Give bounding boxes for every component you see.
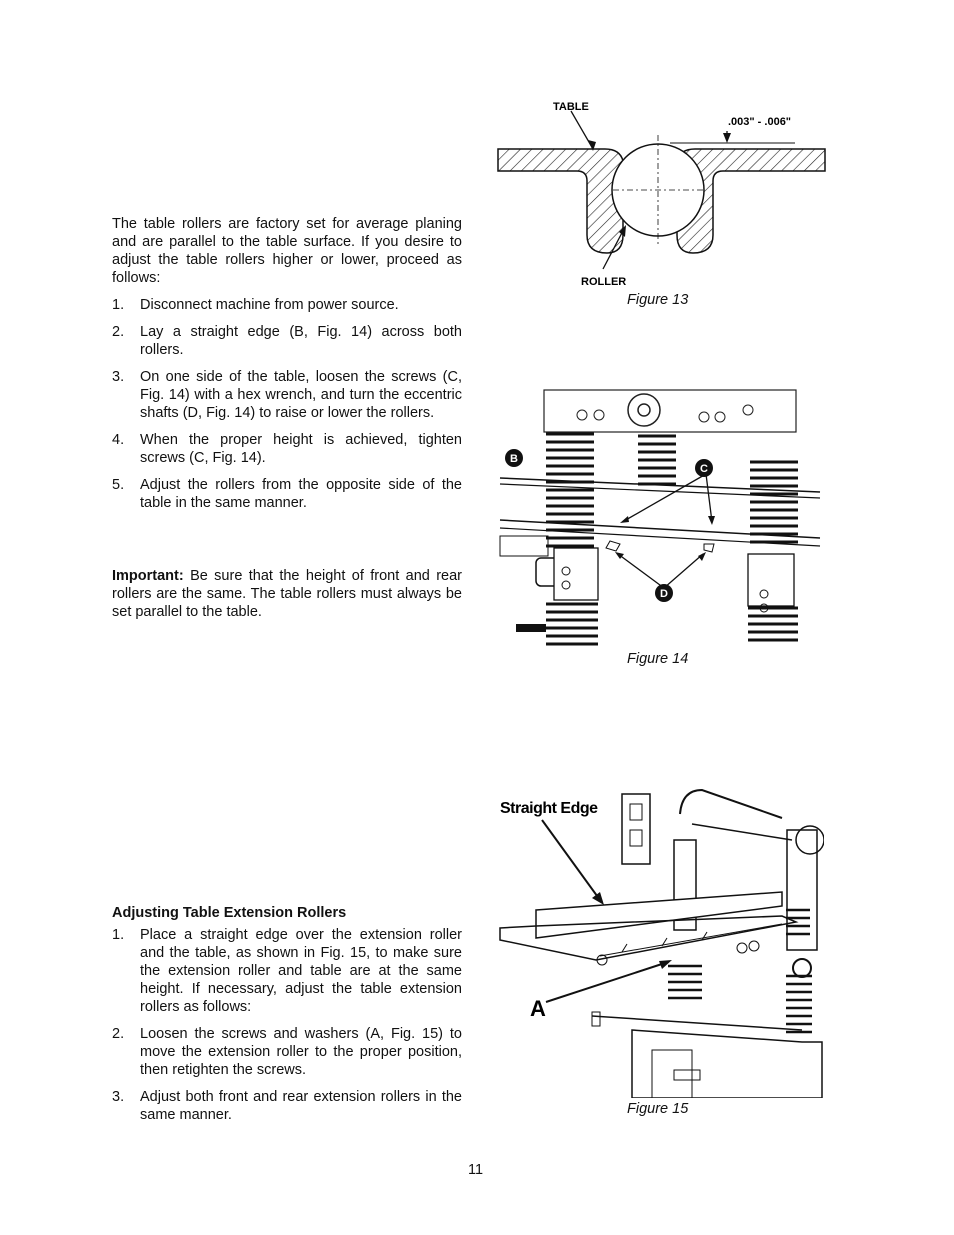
- step-number: 2.: [112, 1026, 125, 1042]
- list-item: [112, 368, 462, 422]
- step-text: Adjust the rollers from the opposite side of the table in the same manner.: [140, 477, 462, 511]
- step-text: When the proper height is achieved, tighten screws (C, Fig. 14).: [140, 432, 462, 466]
- list-item: [112, 296, 462, 314]
- important-note: [112, 567, 462, 621]
- figure-15-caption: Figure 15: [627, 1101, 689, 1117]
- figure-14-caption: Figure 14: [627, 651, 689, 667]
- important-text: Be sure that the height of front and rear rollers are the same. The table rollers must always be set parallel to the table.: [112, 568, 462, 620]
- callout-d: D: [660, 588, 668, 600]
- step-number: 2.: [112, 324, 125, 340]
- step-number: 5.: [112, 477, 125, 493]
- callout-c: C: [700, 463, 708, 475]
- figure-15-photo: [492, 780, 824, 1098]
- figure-13-diagram: [495, 95, 830, 295]
- step-number: 4.: [112, 432, 125, 448]
- step-text: On one side of the table, loosen the screws (C, Fig. 14) with a hex wrench, and turn the eccentric shafts (D, Fig. 14) to raise or lower the rollers.: [140, 369, 462, 421]
- step-text: Place a straight edge over the extension roller and the table, as shown in Fig. 15, to make sure the extension roller and table are at the same height. If necessary, adjust the table extension rollers as follows:: [140, 927, 462, 1015]
- page-number: 11: [468, 1162, 484, 1178]
- step-number: 1.: [112, 297, 125, 313]
- table-label: TABLE: [553, 101, 589, 113]
- list-item: [112, 476, 462, 512]
- straight-edge-label: Straight Edge: [500, 800, 598, 817]
- extension-steps-list: [112, 926, 462, 1133]
- step-number: 1.: [112, 927, 125, 943]
- list-item: [112, 323, 462, 359]
- intro-paragraph: The table rollers are factory set for average planing and are parallel to the table surface. If you desire to adjust the table rollers higher or lower, proceed as follows:: [112, 216, 462, 286]
- step-text: Disconnect machine from power source.: [140, 297, 399, 313]
- step-number: 3.: [112, 1089, 125, 1105]
- figure-13-caption: Figure 13: [627, 292, 689, 308]
- callout-b: B: [510, 453, 518, 465]
- callout-a: A: [530, 996, 546, 1021]
- important-label: Important:: [112, 568, 184, 584]
- step-text: Lay a straight edge (B, Fig. 14) across both rollers.: [140, 324, 462, 358]
- figure-14-photo: [498, 388, 822, 648]
- gap-label: .003" - .006": [728, 116, 792, 128]
- list-item: [112, 1025, 462, 1079]
- step-text: Adjust both front and rear extension rollers in the same manner.: [140, 1089, 462, 1123]
- step-text: Loosen the screws and washers (A, Fig. 15) to move the extension roller to the proper position, then retighten the screws.: [140, 1026, 462, 1078]
- list-item: [112, 926, 462, 1016]
- list-item: [112, 1088, 462, 1124]
- step-number: 3.: [112, 369, 125, 385]
- roller-label: ROLLER: [581, 276, 627, 288]
- list-item: [112, 431, 462, 467]
- roller-steps-list: [112, 296, 462, 521]
- section-heading: Adjusting Table Extension Rollers: [112, 905, 347, 921]
